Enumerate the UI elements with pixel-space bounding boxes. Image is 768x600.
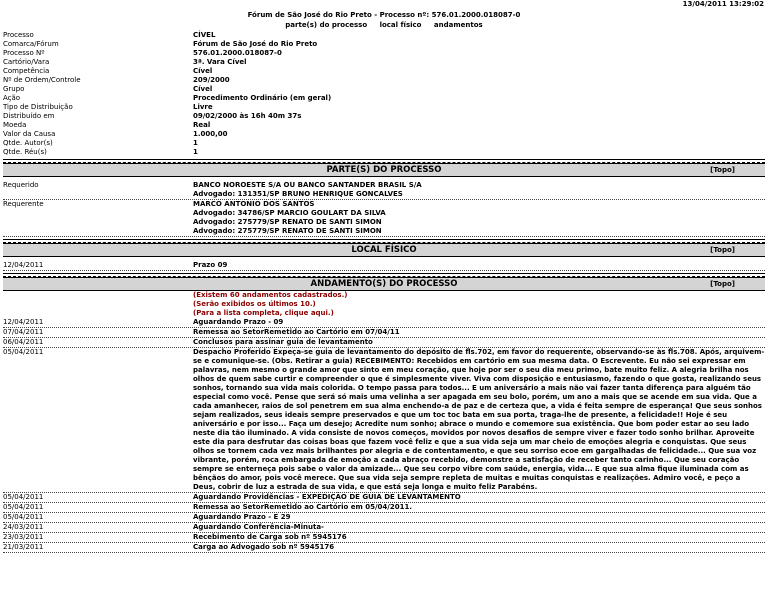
detail-row [3,58,765,67]
detail-row [3,49,765,58]
parte-info [193,181,765,199]
section-nav [0,21,768,29]
detail-row [3,40,765,49]
andamento-row [3,328,765,338]
detail-label: Tipo de Distribuição [3,103,73,111]
nav-link-andamentos[interactable]: andamentos [433,21,483,29]
parte-row [3,200,765,237]
andamento-date: 12/04/2011 [3,318,44,326]
detail-label: Comarca/Fórum [3,40,59,48]
andamentos-section-header [3,277,765,291]
detail-value: Real [193,121,211,129]
notice-count: (Existem 60 andamentos cadastrados.) [193,291,348,299]
detail-value: 1 [193,148,198,156]
detail-label: Cartório/Vara [3,58,50,66]
detail-value: 209/2000 [193,76,230,84]
andamento-text: Aguardando Prazo - E 29 [193,513,291,521]
andamentos-section-title: ANDAMENTO(S) DO PROCESSO [310,279,458,289]
partes-section-header [3,163,765,177]
andamento-text: Remessa ao SetorRemetido ao Cartório em 05/04/2011. [193,503,412,511]
parte-name: BANCO NOROESTE S/A OU BANCO SANTANDER BRASIL S/A [193,181,422,189]
andamento-row [3,543,765,553]
andamento-date: 05/04/2011 [3,503,44,511]
local-section-header [3,243,765,257]
detail-value: 3ª. Vara Cível [193,58,247,66]
topo-link[interactable]: [Topo] [710,166,735,174]
notice-full-list-link[interactable]: (Para a lista completa, clique aqui.) [193,309,334,317]
andamento-text: Despacho Proferido Expeça-se guia de levantamento do depósito de fls.702, em favor do requerente, observando-se às fls.708. Após, arquivem-se e comunique-se. (Obs. Retirar a guia) RECEBIMENTO: Recebidos em cartório em sua mesma data. O Escrevente. Eu não sei expressar em palavras, nem mesmo o grande amor que sinto em meu coração, que hoje por ser o seu dia meu primo, bate muito feliz. A alegria brilha nos olhos de quem sabe curtir e compreender o que é simplesmente viver. Viva com disposição e entusiasmo, fazendo o que gosta, realizando seus sonhos, tornando sua vida mais colorida. O tempo passa para todos... E um aniversário a mais não vai fazer tanta diferença para alguém tão especial como você. Pense que será só mais uma velinha a ser apagada em seu bolo, porém, um ano a mais que se acende em sua vida. Que a cada amanhecer, raios de sol penetrem em sua alma enchendo-a de paz e de certeza que, a vida é feita sempre de esperança! Que seus sonhos sejam realizados, seus ideais sempre preservados e que um toc toc bata em sua porta, traga-lhe de presente, a felicidade!! Hoje é seu aniversário e por isso... Faça um desejo; Acredite num sonho; abrace o mundo e comemore sua existência. Que bom poder estar ao seu lado neste dia tão iluminado. A vida consiste de novos começos, movidos por novos desafios de sempre viver e fazer todo sonho brilhar. Aproveite este dia para desfrutar das coisas boas que fazem você feliz e que a sua vida seja um mar cheio de emoções alegria e conquistas. Que seus olhos se tornem cada vez mais brilhantes por alegria e de contentamento, e que seu sorriso ecoe em gargalhadas de felicidade... Que sua voz vibrante, porém, roca embargada de emoção a cada abraço recebido, demonstre a satisfação de receber tanto carinho... Que seu coração sempre se enterneça pois sabe o valor da amizade... Que seu corpo vibre com saúde, energia, vida... E que sua alma fique iluminada com as bênçãos do amor, pois você merece. Que sua vida seja sempre repleta de muitas e muitas conquistas e realizações. Admiro você, e peço a Deus, cobrir de luz a estrada de sua vida, e que está seja longa e muito feliz Parabéns. [193,348,765,491]
andamento-date: 05/04/2011 [3,348,44,356]
andamento-date: 05/04/2011 [3,513,44,521]
andamento-row [3,513,765,523]
detail-value: 1 [193,139,198,147]
detail-row [3,130,765,139]
andamento-date: 21/03/2011 [3,543,44,551]
parte-info [193,200,765,236]
andamento-text: Aguardando Providências - EXPEDIÇÃO DE GUIA DE LEVANTAMENTO [193,493,461,501]
andamento-row [3,533,765,543]
parte-lawyer: Advogado: 275779/SP RENATO DE SANTI SIMON [193,218,382,226]
detail-value: 1.000,00 [193,130,228,138]
local-row [3,261,765,271]
topo-link[interactable]: [Topo] [710,280,735,288]
detail-row [3,112,765,121]
andamento-text: Aguardando Prazo - 09 [193,318,284,326]
process-content [3,31,765,553]
parte-lawyer: Advogado: 34786/SP MARCIO GOULART DA SILVA [193,209,386,217]
detail-label: Nº de Ordem/Controle [3,76,81,84]
andamento-text: Conclusos para assinar guia de levantamento [193,338,373,346]
detail-value: Procedimento Ordinário (em geral) [193,94,332,102]
detail-label: Grupo [3,85,25,93]
parte-role: Requerido [3,181,39,189]
detail-row [3,103,765,112]
local-section-title: LOCAL FÍSICO [351,245,417,255]
parte-row [3,181,765,200]
andamento-row [3,318,765,328]
detail-label: Processo [3,31,34,39]
parte-lawyer: Advogado: 275779/SP RENATO DE SANTI SIMON [193,227,382,235]
andamentos-notice [3,291,765,318]
notice-shown: (Serão exibidos os últimos 10.) [193,300,316,308]
detail-row [3,148,765,157]
detail-row [3,94,765,103]
andamento-date: 06/04/2011 [3,338,44,346]
andamento-text: Aguardando Conferência-Minuta- [193,523,324,531]
andamento-date: 07/04/2011 [3,328,44,336]
andamento-text: Carga ao Advogado sob nº 5945176 [193,543,335,551]
partes-list [3,181,765,237]
detail-value: Livre [193,103,213,111]
detail-value: 09/02/2000 às 16h 40m 37s [193,112,302,120]
local-value: Prazo 09 [193,261,228,269]
andamento-date: 23/03/2011 [3,533,44,541]
detail-label: Distribuído em [3,112,55,120]
topo-link[interactable]: [Topo] [710,246,735,254]
andamento-row [3,493,765,503]
detail-label: Qtde. Réu(s) [3,148,47,156]
andamento-row [3,348,765,493]
local-date: 12/04/2011 [3,261,44,269]
parte-lawyer: Advogado: 131351/SP BRUNO HENRIQUE GONCALVES [193,190,403,198]
detail-value: CÍVEL [193,31,216,39]
detail-label: Moeda [3,121,27,129]
process-details [3,31,765,157]
detail-label: Qtde. Autor(s) [3,139,53,147]
andamentos-list [3,318,765,553]
detail-row [3,85,765,94]
parte-name: MARCO ANTONIO DOS SANTOS [193,200,315,208]
page-title: Fórum de São José do Rio Preto - Processo nº: 576.01.2000.018087-0 [247,11,521,19]
datetime: 13/04/2011 13:29:02 [682,0,764,8]
andamento-row [3,503,765,513]
andamento-text: Recebimento de Carga sob nº 5945176 [193,533,347,541]
nav-link-local-fisico[interactable]: local físico [379,21,422,29]
detail-row [3,76,765,85]
partes-section-title: PARTE(S) DO PROCESSO [326,165,442,175]
detail-label: Competência [3,67,50,75]
andamento-date: 05/04/2011 [3,493,44,501]
detail-value: Cível [193,67,213,75]
detail-value: 576.01.2000.018087-0 [193,49,282,57]
detail-row [3,139,765,148]
detail-row [3,67,765,76]
detail-label: Ação [3,94,21,102]
andamento-text: Remessa ao SetorRemetido ao Cartório em 07/04/11 [193,328,400,336]
detail-value: Cível [193,85,213,93]
detail-label: Processo Nº [3,49,45,57]
parte-role: Requerente [3,200,44,208]
detail-value: Fórum de São José do Rio Preto [193,40,318,48]
detail-label: Valor da Causa [3,130,56,138]
andamento-date: 24/03/2011 [3,523,44,531]
andamento-row [3,523,765,533]
detail-row [3,31,765,40]
nav-link-partes[interactable]: parte(s) do processo [285,21,368,29]
andamento-row [3,338,765,348]
detail-row [3,121,765,130]
